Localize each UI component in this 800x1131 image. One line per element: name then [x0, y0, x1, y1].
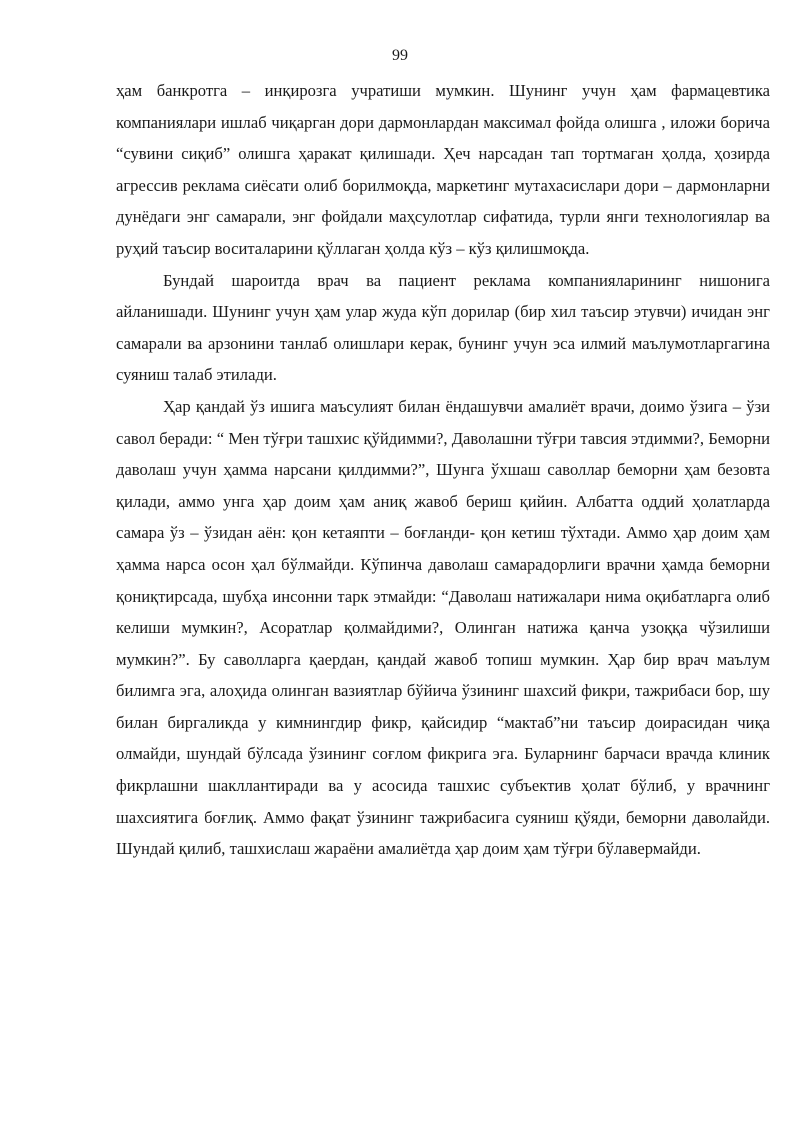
- paragraph-3: Ҳар қандай ўз ишига маъсулият билан ёндашувчи амалиёт врачи, доимо ўзига – ўзи савол беради: “ Мен тўғри ташхис қўйдимми?, Даволашни тўғри тавсия этдимми?, Беморни даволаш учун ҳамма нарсани қилдимми?”, Шунга ўхшаш саволлар беморни ҳам безовта қилади, аммо унга ҳар доим ҳам аниқ жавоб бериш қийин. Албатта оддий ҳолатларда самара ўз – ўзидан аён: қон кетаяпти – боғланди- қон кетиш тўхтади. Аммо ҳар доим ҳам ҳамма нарса осон ҳал бўлмайди. Кўпинча даволаш самарадорлиги врачни ҳамда беморни қониқтирсада, шубҳа инсонни тарк этмайди: “Даволаш натижалари нима оқибатларга олиб келиши мумкин?, Асоратлар қолмайдими?, Олинган натижа қанча узоққа чўзилиши мумкин?”. Бу саволларга қаердан, қандай жавоб топиш мумкин. Ҳар бир врач маълум билимга эга, алоҳида олинган вазиятлар бўйича ўзининг шахсий фикри, тажрибаси бор, шу билан биргаликда у кимнингдир фикр, қайсидир “мактаб”ни таъсир доирасидан чиқа олмайди, шундай бўлсада ўзининг соғлом фикрига эга. Буларнинг барчаси врачда клиник фикрлашни шакллантиради ва у асосида ташхис субъектив ҳолат бўлиб, у врачнинг шахсиятига боғлиқ. Аммо фақат ўзининг тажрибасига суяниш қўяди, беморни даволайди. Шундай қилиб, ташхислаш жараёни амалиётда ҳар доим ҳам тўғри бўлавермайди.: [116, 396, 770, 859]
- paragraph-1: ҳам банкротга – инқирозга учратиши мумкин. Шунинг учун ҳам фармацевтика компаниялари ишлаб чиқарган дори дармонлардан максимал фойда олишга , иложи борича “сувини сиқиб” олишга ҳаракат қилишади. Ҳеч нарсадан тап тортмаган ҳолда, ҳозирда агрессив реклама сиёсати олиб борилмоқда, маркетинг мутахасислари дори – дармонларни дунёдаги энг самарали, энг фойдали маҳсулотлар сифатида, турли янги технологиялар ва руҳий таъсир воситаларини қўллаган ҳолда кўз – кўз қилишмоқда.: [116, 81, 770, 258]
- page-number: 99: [392, 47, 408, 64]
- body-text: [116, 75, 770, 865]
- paragraph-2: Бундай шароитда врач ва пациент реклама компанияларининг нишонига айланишади. Шунинг учун ҳам улар жуда кўп дорилар (бир хил таъсир этувчи) ичидан энг самарали ва арзонини танлаб олишлари керак, бунинг учун эса илмий маълумотларгагина суяниш талаб этилади.: [116, 270, 770, 385]
